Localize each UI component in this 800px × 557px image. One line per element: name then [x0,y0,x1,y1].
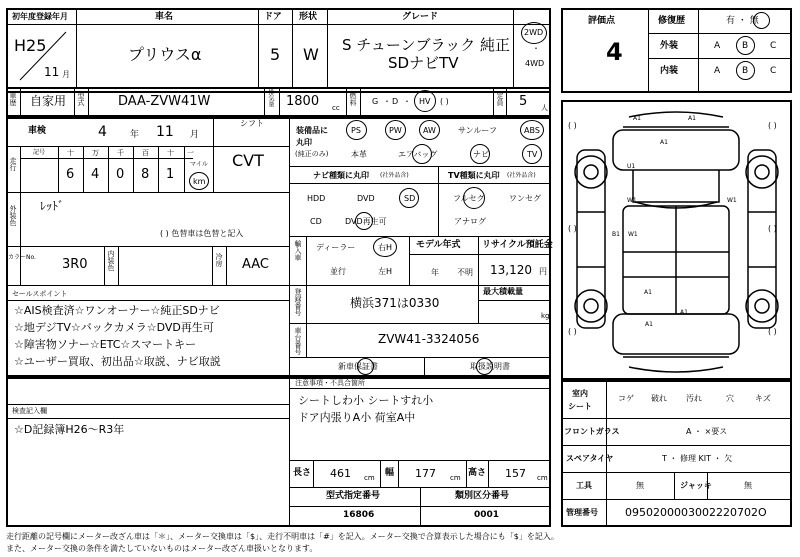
dmg-bracket-5: ( ) [568,327,577,336]
capacity-unit: 人 [541,104,548,112]
mileage-col-3: 千 [117,149,124,157]
class-no-label: 類別区分番号 [455,491,510,501]
seat-label2: シート [568,402,592,411]
len-unit: cm [364,474,375,482]
registration-label: 登録番号 [294,288,302,316]
shape-label: 形状 [299,12,318,22]
tv-fullseg-circle [463,187,485,209]
seat-item-1: コゲ [618,394,634,403]
equipment-label3: (純正のみ) [295,150,329,158]
shift-label: シフト [240,119,264,128]
dmg-code-6: W1 [727,197,737,204]
doc-manual: 取扱説明書 [470,362,510,371]
color-label: 外装色 [9,205,17,226]
lower-block [6,377,551,527]
wid-unit: cm [450,474,461,482]
mileage-unit-km: km [193,177,206,186]
equip-navi-circle [470,144,490,164]
import-label: 輸入車 [294,240,302,261]
wid-label: 幅 [385,468,395,478]
navi-dvd-play: DVD再生可 [345,217,387,226]
grade-line1: S チューンブラック 純正 [342,36,511,54]
hei-unit: cm [537,474,548,482]
footer-line-1: 走行距離の記号欄にメーター改ざん車は「＊」、メーター交換車は「$」、走行不明車は「#」を記入。メーター交換で合算表示した場合にも「$」を記入。 [6,532,559,541]
tv-label: TV種類に丸印 [448,171,500,180]
model-year-label: モデル年式 [416,240,461,250]
recycle-value: 13,120 [490,263,532,277]
capacity: 5 [519,94,528,109]
fuel-hv: HV [419,97,431,106]
exterior-b-circle [736,36,755,55]
class-no-value: 0001 [474,510,500,520]
fuel-paren: ( ) [440,97,449,106]
notes-label: 注意事項・不具合箇所 [295,379,365,387]
tv-fullseg: フルセグ [453,194,485,203]
interior-b-circle [736,61,755,80]
navi-sub: (社外品含) [380,172,409,179]
repair-values: 有 ・ 無 [726,16,759,26]
equip-ps: PS [351,126,361,135]
selling-point-1: ☆AIS検査済☆ワンオーナー☆純正SDナビ [14,304,220,317]
drive-4wd: 4WD [525,59,545,68]
exterior-a: A [714,41,721,51]
equip-ps-circle [346,120,367,140]
mileage-col-1: 十 [67,149,74,157]
dmg-bracket-6: ( ) [768,327,777,336]
exterior-b: B [742,41,749,51]
inspection-year-unit: 年 [130,130,140,140]
equip-tv-circle [522,144,542,164]
tv-analog: アナログ [454,217,486,226]
score-label: 評価点 [588,16,616,26]
equip-leather: 本革 [351,150,367,159]
reg-month: 11 [44,65,60,79]
mileage-col-4: 百 [142,149,149,157]
type-no-value: 16806 [343,510,375,520]
doc-manual-circle [476,358,493,375]
door-label: ドア [264,12,282,22]
hei-label: 高さ [468,468,487,478]
inspection-month: 11 [156,124,174,140]
dmg-code-11: A1 [645,321,653,328]
mileage-km-circle [189,172,209,190]
mileage-unit-mile: マイル [190,161,208,168]
import-parallel: 並行 [330,267,346,276]
doc-warranty-circle [357,358,374,375]
cc-value: 1800 [286,94,320,109]
interior-color-label: 内装色 [107,250,115,271]
shape: W [303,45,319,64]
model-year-unknown: 不明 [457,268,473,277]
seat-item-2: 破れ [651,394,667,403]
mgmt-label: 管理番号 [566,508,598,517]
notes-line-2: ドア内張りA小 荷室A中 [298,411,416,424]
max-load-label: 最大積載量 [483,287,523,296]
import-right-hand: 右H [378,243,393,252]
drive-dot: ・ [532,44,540,53]
seat-label1: 室内 [572,389,588,398]
navi-cd: CD [310,217,322,226]
len-value: 461 [330,467,351,480]
navi-label: ナビ種類に丸印 [313,171,369,180]
dmg-code-1: A1 [633,115,641,122]
cc-unit: cc [332,104,340,112]
use-value: 自家用 [30,94,67,108]
fuel-d: D [392,97,399,106]
selling-point-2: ☆地デジTV☆バックカメラ☆DVD再生可 [14,321,214,334]
equip-airbag-circle [412,144,432,164]
seat-item-3: 汚れ [686,394,702,403]
equip-aw-circle [419,120,440,140]
inspection-month-unit: 月 [190,130,200,140]
equip-airbag: エアバッグ [398,150,438,159]
car-outline-diagram [563,102,790,378]
equipment-label1: 装備品に [296,126,328,135]
repair-label: 修復歴 [658,16,686,26]
model-label: 型式 [77,92,85,106]
grade-label: グレード [402,12,439,22]
mileage-col-2: 万 [92,149,99,157]
inspector-line-1: ☆D記録簿H26〜R3年 [14,423,125,436]
model-year-unit: 年 [431,268,439,277]
windshield-label: フロントガラス [564,427,620,436]
equip-abs-circle [520,120,544,140]
recycle-label: リサイクル預託金 [482,240,553,250]
equip-navi: ナビ [473,150,489,159]
drive-2wd: 2WD [524,28,544,37]
color-no-label: カラーNo. [8,254,36,261]
recycle-unit: 円 [539,267,547,276]
import-right-hand-circle [373,237,397,257]
navi-sd-circle [399,188,419,208]
equip-aw: AW [423,126,436,135]
spare-value: T ・ 修理 KIT ・ 欠 [662,454,733,463]
interior-b: B [742,66,749,76]
interior-label: 内装 [660,66,679,76]
dmg-code-2: A1 [688,115,696,122]
color-no: 3R0 [62,257,88,272]
seat-item-5: キズ [755,394,771,403]
dmg-bracket-3: ( ) [568,224,577,233]
selling-points-label: セールスポイント [12,290,68,298]
selling-point-4: ☆ユーザー買取、初出品☆取説、ナビ取説 [14,355,221,368]
dmg-bracket-4: ( ) [768,224,777,233]
interior-c: C [770,66,777,76]
capacity-label: 定員 [496,92,504,106]
dmg-bracket-2: ( ) [768,121,777,130]
mileage-col-5: 十 [167,149,174,157]
equip-pw: PW [389,126,402,135]
inspection-year: 4 [98,124,107,140]
cc-label: 排気量 [267,89,274,107]
equip-tv: TV [527,150,538,159]
mgmt-value: 0950200003002220702O [625,506,767,519]
equip-sunroof: サンルーフ [458,126,497,135]
mileage-col-6: 一 [187,149,194,157]
navi-hdd: HDD [307,194,326,203]
footer-line-2: また、メーター交換の条件を満たしていないものはメーター改ざん車扱いとなります。 [6,544,318,553]
score: 4 [606,38,623,66]
windshield-value: A ・ ×要ス [686,427,728,436]
jack-value: 無 [744,481,752,490]
repair-none-circle [753,12,770,29]
tools-label: 工具 [576,481,592,490]
interior-a: A [714,66,721,76]
use-label: 車歴 [9,92,17,106]
seat-item-4: 穴 [726,394,734,403]
hei-value: 157 [505,467,526,480]
dmg-code-5: W1 [627,197,637,204]
doors: 5 [270,45,281,64]
tools-value: 無 [636,481,644,490]
navi-dvd-play-circle [355,212,373,230]
exterior-c: C [770,41,777,51]
notes-line-1: シートしわ小 シートすれ小 [298,394,434,407]
shift-value: CVT [232,151,264,170]
tv-sub: (社外品含) [507,172,536,179]
equipment-label2: 丸印 [296,138,312,147]
navi-sd: SD [404,194,416,203]
dmg-code-3: A1 [660,139,668,146]
equip-abs: ABS [524,126,540,135]
chassis-label: 車台番号 [294,327,302,355]
reg-date-label: 初年度登録年月 [12,12,68,21]
registration-value: 横浜371は0330 [350,296,440,310]
grade-line2: SDナビTV [388,54,459,72]
jack-label: ジャッキ [680,481,712,490]
tv-oneseg: ワンセグ [509,194,541,203]
mileage-digit-5: 1 [166,167,175,182]
type-no-label: 型式指定番号 [326,491,381,501]
dmg-code-8: W1 [628,231,638,238]
import-dealer: ディーラー [316,243,356,252]
import-left-hand: 左H [378,267,393,276]
fuel-hv-circle [414,90,436,112]
dmg-bracket-1: ( ) [568,121,577,130]
len-label: 長さ [293,468,312,478]
inspector-label: 検査記入欄 [12,407,47,415]
mileage-digit-3: 0 [116,167,125,182]
selling-point-3: ☆障害物ソナー☆ETC☆スマートキー [14,338,197,351]
reg-era: H25 [14,36,47,55]
doc-warranty: 新車保証書 [338,362,378,371]
ac-label: 冷房 [215,253,223,267]
inspection-label: 車検 [28,126,47,136]
mileage-digit-1: 6 [66,167,75,182]
fuel-dot2: ・ [403,97,411,106]
fuel-g: G [372,97,379,106]
spare-label: スペアタイヤ [566,454,614,463]
color-value: ﾚｯﾄﾞ [40,199,65,213]
chassis-value: ZVW41-3324056 [378,332,480,346]
car-name-label: 車名 [155,12,174,22]
exterior-label: 外装 [660,41,679,51]
equip-pw-circle [385,120,406,140]
model-value: DAA-ZVW41W [118,94,211,109]
color-note: ( ) 色替車は色替と記入 [160,229,244,238]
dmg-code-10: A1 [680,309,688,316]
ac-value: AAC [242,257,269,272]
reg-month-unit: 月 [62,70,70,79]
max-load-unit: kg [541,312,550,320]
wid-value: 177 [415,467,436,480]
mileage-label: 走行 [9,157,17,171]
dmg-code-9: A1 [644,289,652,296]
dmg-code-7: B1 [612,231,620,238]
mileage-col-mark: 記号 [33,149,46,156]
fuel-dot1: ・ [383,97,391,106]
navi-dvd: DVD [357,194,375,203]
dmg-code-4: U1 [627,163,636,170]
mileage-digit-2: 4 [91,167,100,182]
fuel-label: 燃料 [349,92,357,106]
car-name: プリウスα [128,45,202,64]
mileage-digit-4: 8 [141,167,150,182]
